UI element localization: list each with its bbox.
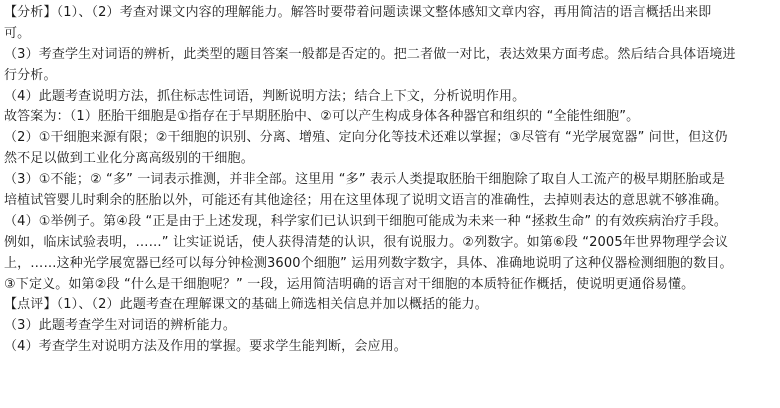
analysis-line-5: （4）此题考查说明方法，抓住标志性词语，判断说明方法；结合上下文，分析说明作用。 (4, 88, 526, 104)
answer-line-8: 上，……这种光学展宽器已经可以每分钟检测3600个细胞” 运用列数字数字，具体、准确地说明了这种仪器检测细胞的数目。 (4, 255, 733, 271)
answer-line-1: 故答案为：（1）胚胎干细胞是①指存在于早期胚胎中、②可以产生构成身体各种器官和组织的 “全能性细胞”。 (4, 109, 640, 125)
analysis-line-1: 【分析】（1）、（2）考查对课文内容的理解能力。解答时要带着问题读课文整体感知文章内容，再用简洁的语言概括出来即 (4, 5, 712, 20)
comment-line-3: （4）考查学生对说明方法及作用的掌握。要求学生能判断，会应用。 (4, 339, 407, 355)
answer-line-5: 培植试管婴儿时剩余的胚胎以外，可能还有其他途径；用在这里体现了说明文语言的准确性，去掉则表达的意思就不够准确。 (4, 193, 728, 209)
answer-line-2: （2）①干细胞来源有限；②干细胞的识别、分离、增殖、定向分化等技术还难以掌握；③尽管有 “光学展宽器” 问世，但这仍 (4, 130, 728, 146)
analysis-line-3: （3）考查学生对词语的辨析，此类型的题目答案一般都是否定的。把二者做一对比，表达效果方面考虑。然后结合具体语境进 (4, 46, 736, 62)
answer-line-4: （3）①不能；② “多” 一词表示推测，并非全部。这里用 “多” 表示人类提取胚胎干细胞除了取自人工流产的极早期胚胎或是 (4, 172, 726, 188)
analysis-line-4: 行分析。 (4, 67, 57, 83)
analysis-line-2: 可。 (4, 25, 31, 41)
comment-line-2: （3）此题考查学生对词语的辨析能力。 (4, 318, 236, 334)
answer-line-9: ③下定义。如第②段 “什么是干细胞呢？” 一段，运用简洁明确的语言对干细胞的本质特征作概括，使说明更通俗易懂。 (4, 276, 695, 292)
comment-line-1: 【点评】（1）、（2）此题考查在理解课文的基础上筛选相关信息并加以概括的能力。 (4, 297, 488, 313)
answer-line-3: 然不足以做到工业化分离高级别的干细胞。 (4, 151, 254, 167)
answer-line-6: （4）①举例子。第④段 “正是由于上述发现，科学家们已认识到干细胞可能成为未来一种 “拯救生命” 的有效疾病治疗手段。 (4, 213, 728, 229)
answer-line-7: 例如，临床试验表明，……” 让实证说话，使人获得清楚的认识，很有说服力。②列数字。如第⑥段 “2005年世界物理学会议 (4, 234, 728, 250)
